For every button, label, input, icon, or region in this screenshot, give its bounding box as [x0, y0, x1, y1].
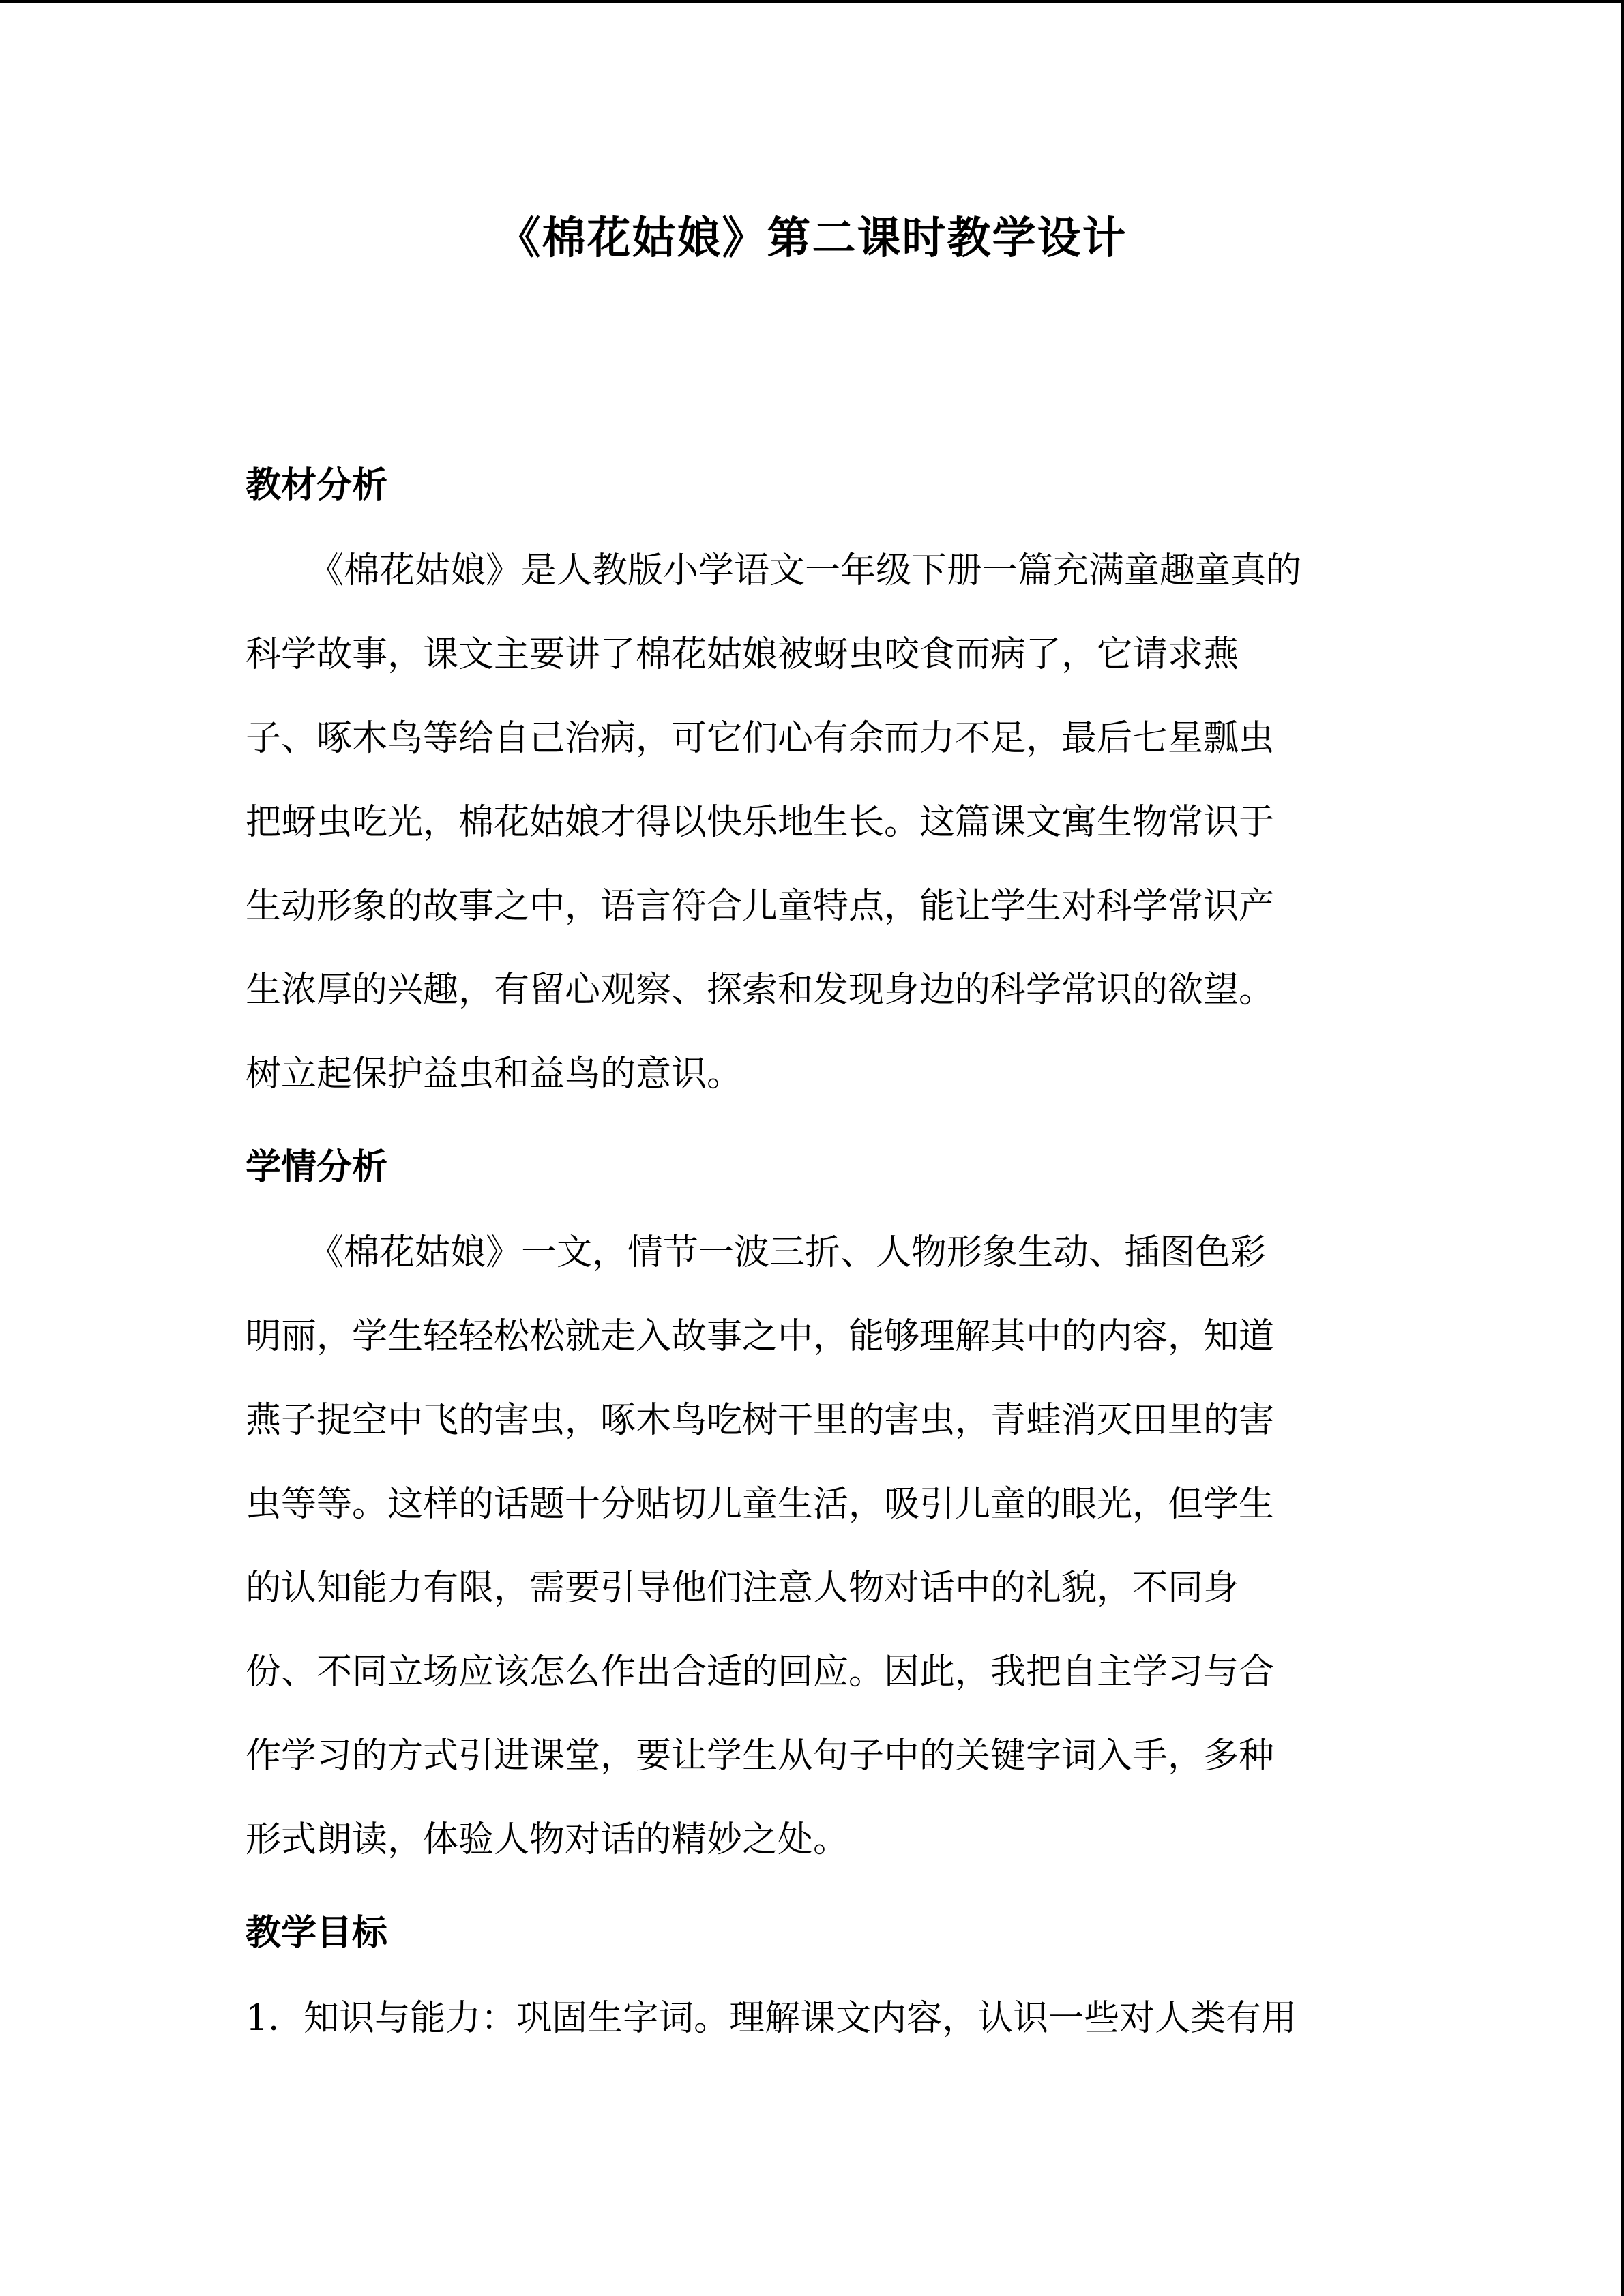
- section-heading-learner-analysis: 学情分析: [246, 1146, 388, 1188]
- page-border-right: [1621, 0, 1624, 2296]
- paragraph-line: 科学故事，课文主要讲了棉花姑娘被蚜虫咬食而病了，它请求燕: [246, 634, 1239, 675]
- paragraph-line: 份、不同立场应该怎么作出合适的回应。因此，我把自主学习与合: [246, 1652, 1275, 1693]
- paragraph-line: 《棉花姑娘》是人教版小学语文一年级下册一篇充满童趣童真的: [308, 550, 1302, 591]
- page-border-top: [0, 0, 1624, 3]
- paragraph-line: 生动形象的故事之中，语言符合儿童特点，能让学生对科学常识产: [246, 886, 1275, 927]
- page-title: 《棉花姑娘》第二课时教学设计: [497, 213, 1127, 264]
- list-item: 1．知识与能力：巩固生字词。理解课文内容，认识一些对人类有用: [246, 1998, 1297, 2039]
- paragraph-line: 树立起保护益虫和益鸟的意识。: [246, 1054, 743, 1094]
- paragraph-line: 《棉花姑娘》一文，情节一波三折、人物形象生动、插图色彩: [308, 1232, 1267, 1273]
- paragraph-line: 生浓厚的兴趣，有留心观察、探索和发现身边的科学常识的欲望。: [246, 970, 1275, 1011]
- paragraph-line: 把蚜虫吃光，棉花姑娘才得以快乐地生长。这篇课文寓生物常识于: [246, 802, 1275, 843]
- paragraph-line: 虫等等。这样的话题十分贴切儿童生活，吸引儿童的眼光，但学生: [246, 1484, 1275, 1525]
- paragraph-line: 形式朗读，体验人物对话的精妙之处。: [246, 1819, 849, 1860]
- paragraph-line: 明丽，学生轻轻松松就走入故事之中，能够理解其中的内容，知道: [246, 1316, 1275, 1357]
- section-heading-textbook-analysis: 教材分析: [246, 464, 388, 506]
- section-heading-teaching-objectives: 教学目标: [246, 1912, 388, 1954]
- paragraph-line: 的认知能力有限，需要引导他们注意人物对话中的礼貌，不同身: [246, 1568, 1239, 1609]
- paragraph-line: 子、啄木鸟等给自己治病，可它们心有余而力不足，最后七星瓢虫: [246, 718, 1275, 759]
- paragraph-line: 燕子捉空中飞的害虫，啄木鸟吃树干里的害虫，青蛙消灭田里的害: [246, 1400, 1275, 1441]
- paragraph-line: 作学习的方式引进课堂，要让学生从句子中的关键字词入手，多种: [246, 1735, 1275, 1776]
